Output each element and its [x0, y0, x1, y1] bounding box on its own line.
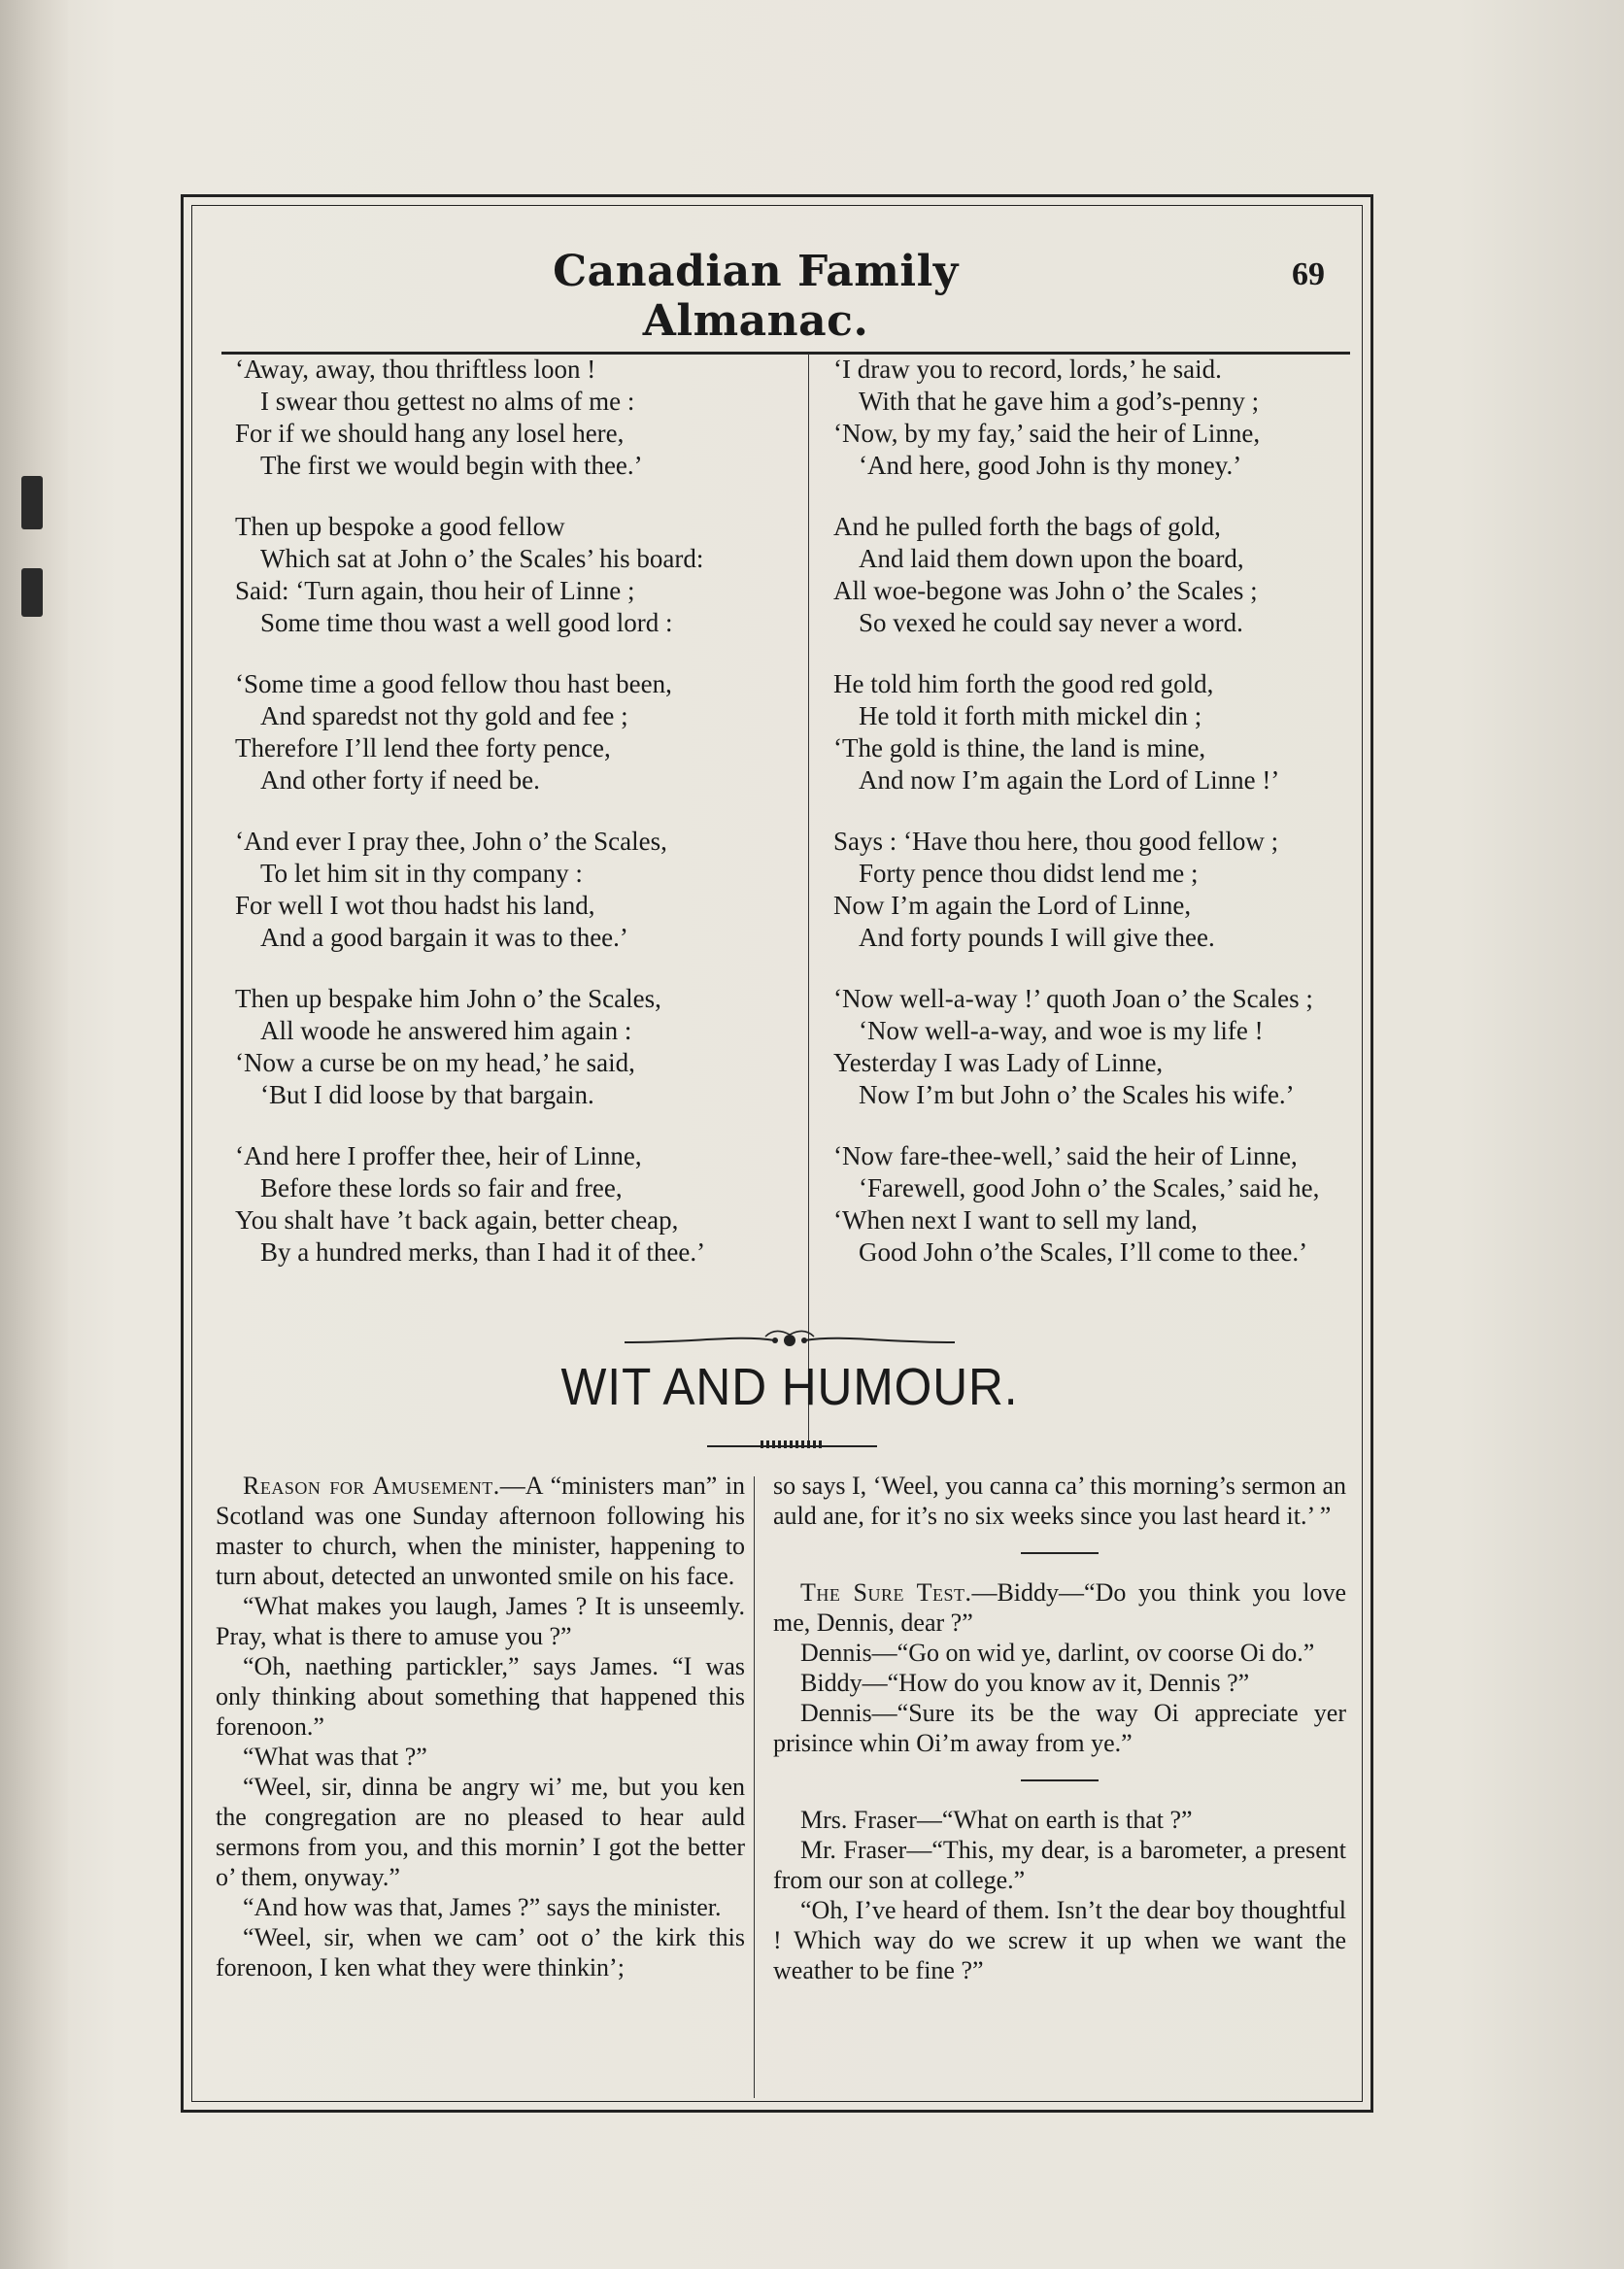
page-frame: [181, 194, 1373, 2113]
poem-right-column: [833, 354, 1406, 1298]
almanac-title: Canadian Family Almanac.: [553, 247, 959, 346]
prose-column-rule: [754, 1476, 755, 2098]
anecdote-divider: [1021, 1779, 1099, 1781]
anecdote-paragraph: “What was that ?”: [243, 1743, 427, 1771]
poem-line: Now I’m but John o’ the Scales his wife.’: [859, 1080, 1295, 1109]
poem-line: Good John o’the Scales, I’ll come to thee.’: [859, 1237, 1308, 1267]
anecdote-paragraph: Biddy—“How do you know av it, Dennis ?”: [800, 1669, 1250, 1697]
poem-line: With that he gave him a god’s-penny ;: [859, 387, 1260, 416]
poem-line: All woe-begone was John o’ the Scales ;: [833, 576, 1258, 605]
poem-line: ‘When next I want to sell my land,: [833, 1205, 1198, 1235]
poem-stanza: [235, 668, 808, 796]
anecdote-heading: Reason for Amusement.: [243, 1472, 500, 1500]
poem-line: And other forty if need be.: [260, 765, 540, 795]
anecdote-paragraph: “What makes you laugh, James ? It is unseemly. Pray, what is there to amuse you ?”: [216, 1592, 745, 1650]
page-frame-inner: [191, 205, 1363, 2102]
poem-line: ‘And ever I pray thee, John o’ the Scales,: [235, 827, 667, 856]
poem-line: You shalt have ’t back again, better cheap,: [235, 1205, 679, 1235]
poem-line: He told him forth the good red gold,: [833, 669, 1214, 698]
poem-line: ‘Away, away, thou thriftless loon !: [235, 355, 596, 384]
poem-stanza: [833, 826, 1406, 954]
poem-line: And now I’m again the Lord of Linne !’: [859, 765, 1280, 795]
anecdote-paragraph: Mrs. Fraser—“What on earth is that ?”: [800, 1806, 1193, 1834]
anecdote-divider: [1021, 1552, 1099, 1554]
poem-line: ‘Farewell, good John o’ the Scales,’ said he,: [859, 1173, 1320, 1202]
anecdote-paragraph: “And how was that, James ?” says the minister.: [243, 1893, 722, 1921]
poem-stanza: [833, 1140, 1406, 1269]
anecdote-paragraph: Dennis—“Sure its be the way Oi appreciate yer prisince whin Oi’m away from ye.”: [773, 1699, 1346, 1757]
poem-line: So vexed he could say never a word.: [859, 608, 1243, 637]
staple: [21, 476, 43, 529]
poem-line: Which sat at John o’ the Scales’ his board:: [260, 544, 704, 573]
anecdote-paragraph: Dennis—“Go on wid ye, darlint, ov coorse Oi do.”: [800, 1639, 1315, 1667]
page-binding: [0, 0, 68, 2269]
anecdote-paragraph: “Oh, naething partickler,” says James. “I was only thinking about something that happened this forenoon.”: [216, 1652, 745, 1741]
poem-stanza: [235, 511, 808, 639]
poem-line: Then up bespoke a good fellow: [235, 512, 565, 541]
poem-line: ‘And here I proffer thee, heir of Linne,: [235, 1141, 642, 1170]
poem-stanza: [833, 511, 1406, 639]
staple: [21, 568, 43, 617]
poem-stanza: [833, 983, 1406, 1111]
poem-line: Says : ‘Have thou here, thou good fellow ;: [833, 827, 1279, 856]
poem-line: Before these lords so fair and free,: [260, 1173, 623, 1202]
poem-stanza: [235, 1140, 808, 1269]
poem-line: He told it forth mith mickel din ;: [859, 701, 1202, 730]
anecdote-paragraph: “Weel, sir, dinna be angry wi’ me, but you ken the congregation are no pleased to hear auld sermons from you, and this mornin’ I got the better o’ them, onyway.”: [216, 1773, 745, 1891]
poem-line: ‘Now well-a-way !’ quoth Joan o’ the Scales ;: [833, 984, 1313, 1013]
poem-line: And a good bargain it was to thee.’: [260, 923, 628, 952]
poem-line: ‘I draw you to record, lords,’ he said.: [833, 355, 1222, 384]
poem-line: And he pulled forth the bags of gold,: [833, 512, 1221, 541]
poem-line: And laid them down upon the board,: [859, 544, 1244, 573]
poem-line: ‘And here, good John is thy money.’: [859, 451, 1242, 480]
poem-line: ‘Now well-a-way, and woe is my life !: [859, 1016, 1264, 1045]
anecdote-heading: The Sure Test.: [800, 1578, 972, 1607]
poem-line: For if we should hang any losel here,: [235, 419, 625, 448]
anecdote-paragraph: “Oh, I’ve heard of them. Isn’t the dear boy thoughtful ! Which way do we screw it up when we want the weather to be fine ?”: [773, 1896, 1346, 1984]
poem-line: To let him sit in thy company :: [260, 859, 583, 888]
poem-line: Said: ‘Turn again, thou heir of Linne ;: [235, 576, 635, 605]
poem-line: By a hundred merks, than I had it of thee.’: [260, 1237, 706, 1267]
humour-left-column: [216, 1471, 745, 1982]
poem-line: ‘Now, by my fay,’ said the heir of Linne,: [833, 419, 1261, 448]
poem-line: Some time thou wast a well good lord :: [260, 608, 673, 637]
poem-line: ‘Now a curse be on my head,’ he said,: [235, 1048, 635, 1077]
humour-right-column: [773, 1471, 1346, 1985]
poem-stanza: [235, 983, 808, 1111]
poem-stanza: [235, 354, 808, 482]
poem-line: Yesterday I was Lady of Linne,: [833, 1048, 1164, 1077]
anecdote-paragraph: “Weel, sir, when we cam’ oot o’ the kirk this forenoon, I ken what they were thinkin’;: [216, 1923, 745, 1981]
poem-line: Therefore I’ll lend thee forty pence,: [235, 733, 611, 762]
poem-left-column: [235, 354, 808, 1298]
poem-line: ‘Some time a good fellow thou hast been,: [235, 669, 672, 698]
page-number: 69: [1292, 256, 1325, 292]
anecdote-paragraph: so says I, ‘Weel, you canna ca’ this morning’s sermon an auld ane, for it’s no six weeks since you last heard it.’ ”: [773, 1472, 1346, 1530]
poem-line: Then up bespake him John o’ the Scales,: [235, 984, 661, 1013]
poem-line: ‘The gold is thine, the land is mine,: [833, 733, 1206, 762]
poem-stanza: [833, 668, 1406, 796]
anecdote-paragraph: Mr. Fraser—“This, my dear, is a barometer, a present from our son at college.”: [773, 1836, 1346, 1894]
poem-line: The first we would begin with thee.’: [260, 451, 643, 480]
poem-column-rule: [808, 354, 809, 1446]
anecdote-paragraph: Reason for Amusement.—A “ministers man” in Scotland was one Sunday afternoon following his master to church, when the minister, happening to turn about, detected an unwonted smile on his face.: [216, 1472, 745, 1590]
poem-line: Now I’m again the Lord of Linne,: [833, 891, 1192, 920]
poem-stanza: [235, 826, 808, 954]
section-title: WIT AND HUMOUR.: [560, 1358, 1019, 1416]
anecdote-paragraph: The Sure Test.—Biddy—“Do you think you love me, Dennis, dear ?”: [773, 1578, 1346, 1637]
poem-line: ‘Now fare-thee-well,’ said the heir of Linne,: [833, 1141, 1298, 1170]
poem-line: All woode he answered him again :: [260, 1016, 632, 1045]
poem-stanza: [833, 354, 1406, 482]
poem-line: And sparedst not thy gold and fee ;: [260, 701, 628, 730]
masthead: [192, 247, 1362, 346]
poem-line: ‘But I did loose by that bargain.: [260, 1080, 594, 1109]
title-rule-ornament: [761, 1440, 824, 1448]
poem-line: I swear thou gettest no alms of me :: [260, 387, 635, 416]
poem-line: For well I wot thou hadst his land,: [235, 891, 595, 920]
poem-line: Forty pence thou didst lend me ;: [859, 859, 1199, 888]
poem-line: And forty pounds I will give thee.: [859, 923, 1215, 952]
